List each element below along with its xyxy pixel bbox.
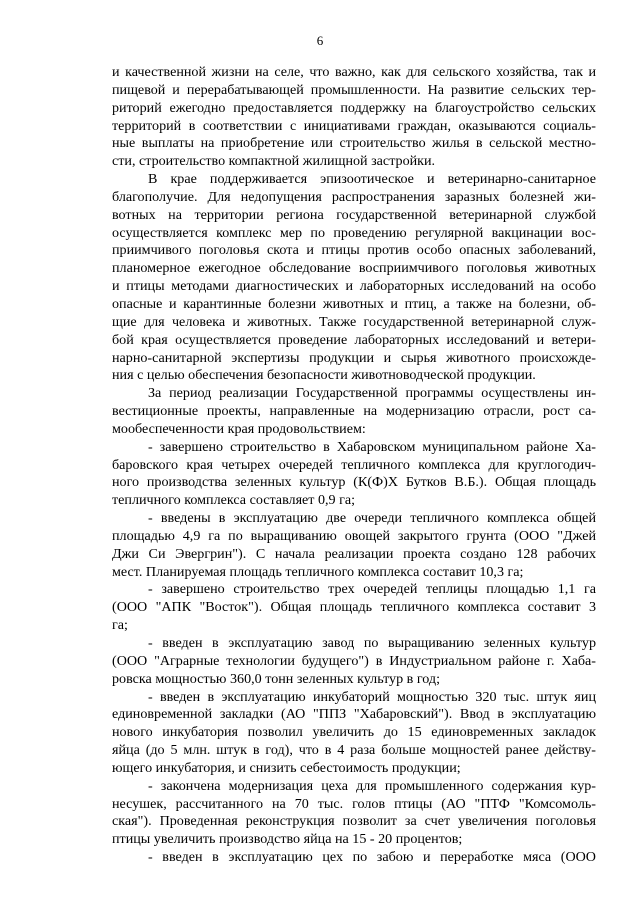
text-line: территорий в соответствии с инициативами граждан, оказываются социаль- xyxy=(112,117,596,134)
text-line: - завершено строительство в Хабаровском муниципальном районе Ха- xyxy=(148,438,596,455)
text-line: риторий ежегодно предоставляется поддержку на благоустройство сельских xyxy=(112,99,596,116)
text-line: ные выплаты на приобретение или строительство жилья в сельской местно- xyxy=(112,135,596,152)
text-line: осуществляется комплекс мер по проведению регулярной вакцинации вос- xyxy=(112,224,596,241)
text-line: бой края осуществляется проведение лабораторных исследований и ветери- xyxy=(112,331,596,348)
text-line: В крае поддерживается эпизоотическое и ветеринарно-санитарное xyxy=(148,171,596,188)
text-line: мест. Планируемая площадь тепличного комплекса составит 10,3 га; xyxy=(112,563,524,580)
text-line: За период реализации Государственной программы осуществлены ин- xyxy=(148,385,596,402)
text-line: сти, строительство компактной жилищной застройки. xyxy=(112,153,436,170)
text-line: ния с целью обеспечения безопасности животноводческой продукции. xyxy=(112,367,536,384)
text-line: вестиционные проекты, направленные на модернизацию отрасли, рост са- xyxy=(112,403,596,420)
text-line: несушек, рассчитанного на 70 тыс. голов птицы (АО "ПТФ "Комсомоль- xyxy=(112,795,596,812)
text-line: (ООО "Аграрные технологии будущего") в Индустриальном районе г. Хаба- xyxy=(112,652,596,669)
text-line: пищевой и перерабатывающей промышленности. На развитие сельских тер- xyxy=(112,81,596,98)
text-line: - введены в эксплуатацию две очереди тепличного комплекса общей xyxy=(148,510,596,527)
text-line: яйца (до 5 млн. штук в год), что в 4 раза больше мощностей ранее действу- xyxy=(112,742,596,759)
text-line: нарно-санитарной экспертизы продукции и сырья животного происхожде- xyxy=(112,349,596,366)
page-number: 6 xyxy=(316,33,324,48)
text-line: тепличного комплекса составляет 0,9 га; xyxy=(112,492,356,509)
text-line: ного производства зеленных культур (К(Ф)Х Бутков В.Б.). Общая площадь xyxy=(112,474,596,491)
text-line: опасные и карантинные болезни животных и птиц, а также на болезни, об- xyxy=(112,295,596,312)
text-line: щие для человека и животных. Также государственной ветеринарной служ- xyxy=(112,313,596,330)
text-line: баровского края четырех очередей тепличного комплекса для круглогодич- xyxy=(112,456,596,473)
text-line: птицы увеличить производство яйца на 15 - 20 процентов; xyxy=(112,831,463,848)
text-line: нового инкубатория позволил увеличить до 15 единовременных закладок xyxy=(112,724,596,741)
text-line: - закончена модернизация цеха для промышленного содержания кур- xyxy=(148,777,596,794)
text-line: вотных на территории региона государственной ветеринарной службой xyxy=(112,206,596,223)
text-line: и птицы методами диагностических и лабораторных исследований на особо xyxy=(112,278,596,295)
text-line: - введен в эксплуатацию цех по забою и переработке мяса (ООО xyxy=(148,849,596,866)
text-line: приимчивого поголовья скота и птицы против особо опасных заболеваний, xyxy=(112,242,596,259)
text-line: ская"). Проведенная реконструкция позволит за счет увеличения поголовья xyxy=(112,813,596,830)
text-line: ровска мощностью 360,0 тонн зеленных культур в год; xyxy=(112,670,441,687)
text-line: ющего инкубатория, и снизить себестоимость продукции; xyxy=(112,759,461,776)
text-line: га; xyxy=(112,617,128,634)
text-line: площадью 4,9 га по выращиванию овощей закрытого грунта (ООО "Джей xyxy=(112,527,596,544)
text-line: планомерное ежегодное обследование восприимчивого поголовья животных xyxy=(112,260,596,277)
text-line: - завершено строительство трех очередей теплицы площадью 1,1 га xyxy=(148,581,596,598)
text-line: мообеспеченности края продовольствием: xyxy=(112,420,366,437)
document-body xyxy=(112,64,596,867)
text-line: - введен в эксплуатацию завод по выращиванию зеленных культур xyxy=(148,635,596,651)
text-line: (ООО "АПК "Восток"). Общая площадь тепличного комплекса составит 3 xyxy=(112,599,596,616)
text-line: - введен в эксплуатацию инкубаторий мощностью 320 тыс. штук яиц xyxy=(148,688,596,705)
text-line: благополучие. Для недопущения распространения заразных болезней жи- xyxy=(112,188,596,205)
text-line: единовременной закладки (АО "ППЗ "Хабаровский"). Ввод в эксплуатацию xyxy=(112,706,596,723)
text-line: и качественной жизни на селе, что важно, как для сельского хозяйства, так и xyxy=(112,64,596,80)
text-line: Джи Си Эвергрин"). С начала реализации проекта создано 128 рабочих xyxy=(112,545,596,562)
